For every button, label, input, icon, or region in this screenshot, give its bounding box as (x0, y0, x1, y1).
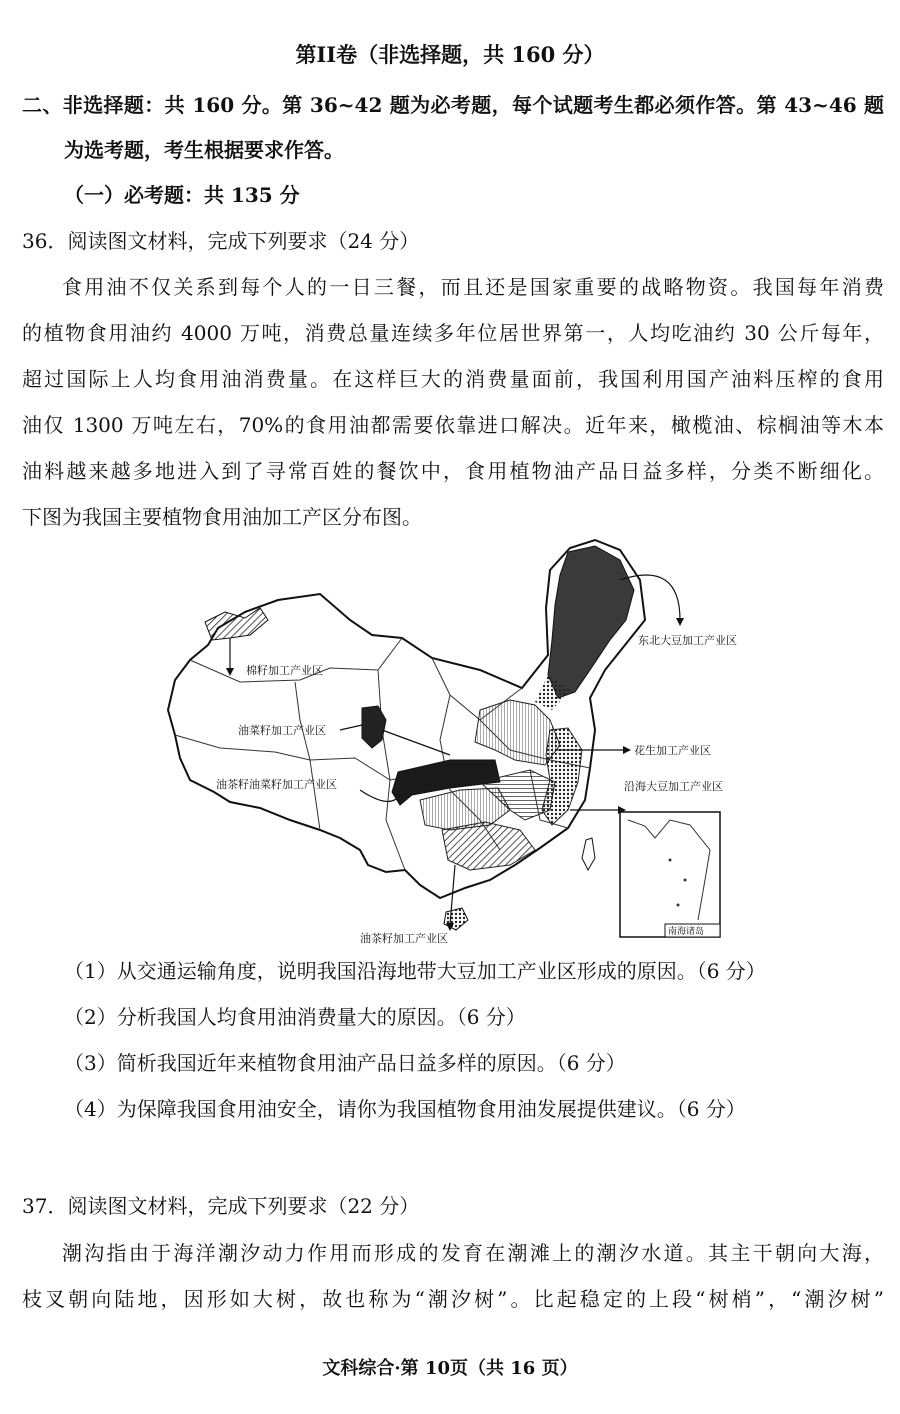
q36-paragraph-line-6: 下图为我国主要植物食用油加工产区分布图。 (22, 505, 422, 529)
q37-paragraph-line-2: 枝叉朝向陆地，因形如大树，故也称为“潮汐树”。比起稳定的上段“树梢”，“潮汐树” (22, 1287, 884, 1311)
q36-subquestion-3: （3）简析我国近年来植物食用油产品日益多样的原因。（6 分） (64, 1051, 626, 1075)
label-coastal-soybean: 沿海大豆加工产业区 (624, 780, 723, 793)
q36-paragraph-line-5: 油料越来越多地进入到了寻常百姓的餐饮中，食用植物油产品日益多样，分类不断细化。 (22, 459, 884, 483)
section-title: 第II卷（非选择题，共 160 分） (295, 42, 605, 67)
q37-paragraph-line-1: 潮沟指由于海洋潮汐动力作用而形成的发育在潮滩上的潮汐水道。其主干朝向大海， (62, 1241, 884, 1265)
q36-paragraph-line-1: 食用油不仅关系到每个人的一日三餐，而且还是国家重要的战略物资。我国每年消费 (62, 275, 884, 299)
hainan-island (444, 908, 468, 930)
oil-processing-region-map (150, 520, 770, 950)
inset-caption: 南海诸岛 (668, 927, 705, 937)
page-footer: 文科综合·第 10页（共 16 页） (322, 1358, 578, 1379)
q36-subquestion-2: （2）分析我国人均食用油消费量大的原因。（6 分） (64, 1005, 526, 1029)
q36-paragraph-line-2: 的植物食用油约 4000 万吨，消费总量连续多年位居世界第一，人均吃油约 30 公斤每年， (22, 321, 884, 345)
q36-subquestion-4: （4）为保障我国食用油安全，请你为我国植物食用油发展提供建议。（6 分） (64, 1097, 746, 1121)
label-peanut: 花生加工产业区 (634, 744, 711, 757)
arrow-head (676, 618, 684, 626)
label-cotton: 棉籽加工产业区 (246, 664, 323, 677)
label-rapeseed: 油菜籽加工产业区 (238, 724, 326, 737)
q36-paragraph-line-3: 超过国际上人均食用油消费量。在这样巨大的消费量面前，我国利用国产油料压榨的食用 (22, 367, 884, 391)
inset-map (620, 812, 720, 937)
question-37-heading: 37．阅读图文材料，完成下列要求（22 分） (22, 1194, 420, 1218)
intro-line-2: 为选考题，考生根据要求作答。 (64, 138, 344, 162)
q36-subquestion-1: （1）从交通运输角度，说明我国沿海地带大豆加工产业区形成的原因。（6 分） (64, 959, 766, 983)
q36-paragraph-line-4: 油仅 1300 万吨左右，70%的食用油都需要依靠进口解决。近年来，橄榄油、棕榈油等木本 (22, 413, 884, 437)
taiwan-island (582, 838, 595, 870)
intro-line-1: 二、非选择题：共 160 分。第 36~42 题为必考题，每个试题考生都必须作答。第 43~46 题 (22, 93, 884, 117)
subsection-title: （一）必考题：共 135 分 (64, 183, 300, 207)
label-northeast-soybean: 东北大豆加工产业区 (638, 634, 737, 647)
question-36-heading: 36．阅读图文材料，完成下列要求（24 分） (22, 229, 420, 253)
label-camellia-rapeseed: 油茶籽油菜籽加工产业区 (216, 778, 337, 791)
label-camellia: 油茶籽加工产业区 (360, 932, 448, 945)
arrow-head (623, 746, 631, 754)
